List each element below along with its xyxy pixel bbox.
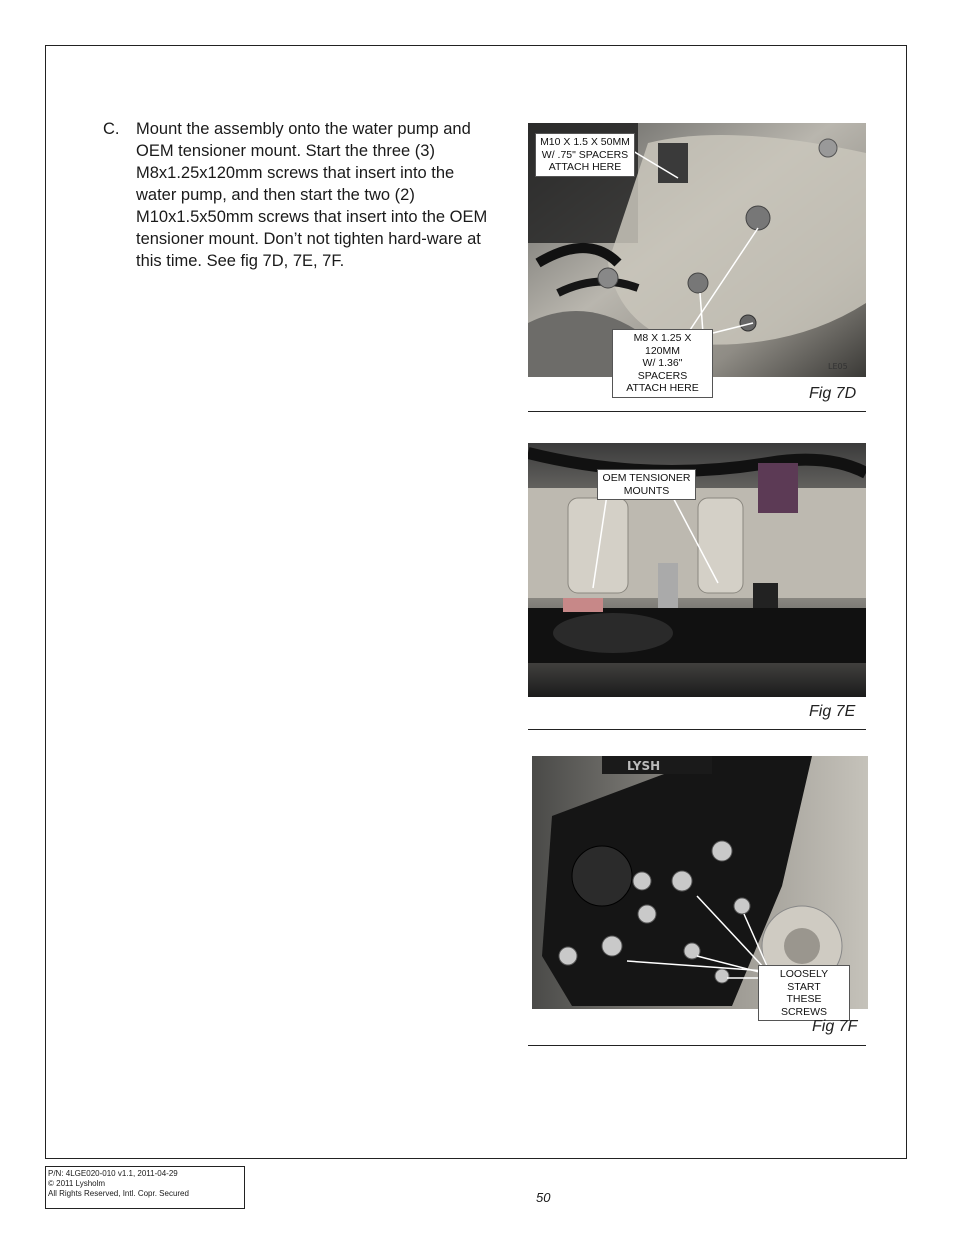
fig-7f-rule bbox=[528, 1045, 866, 1046]
part-number: P/N: 4LGE020-010 v1.1, 2011-04-29 bbox=[48, 1169, 178, 1178]
fig-7d-callout-m8: M8 X 1.25 X 120MM W/ 1.36" SPACERS ATTACH HERE bbox=[612, 329, 713, 398]
instruction-step bbox=[103, 118, 493, 272]
page-number: 50 bbox=[536, 1190, 551, 1205]
copyright: © 2011 Lysholm bbox=[48, 1179, 106, 1188]
fig-7f-brand-text: LYSH bbox=[627, 759, 661, 773]
fig-7d-callout-m10: M10 X 1.5 X 50MM W/ .75" SPACERS ATTACH HERE bbox=[535, 133, 635, 177]
step-letter: C. bbox=[103, 120, 120, 138]
step-text: Mount the assembly onto the water pump and OEM tensioner mount. Start the three (3) M8x1.25x120mm screws that insert into the water pump, and then start the two (2) M10x1.5x50mm screws that insert into the OEM tensioner mount. Don’t not tighten hard-ware at this time. See fig 7D, 7E, 7F. bbox=[136, 120, 488, 270]
fig-7e-rule bbox=[528, 729, 866, 730]
part-number-box bbox=[45, 1166, 245, 1209]
rights-notice: All Rights Reserved, Intl. Copr. Secured bbox=[48, 1189, 189, 1198]
fig-7e-callout-tensioner: OEM TENSIONER MOUNTS bbox=[597, 469, 696, 500]
fig-7e-caption: Fig 7E bbox=[809, 703, 856, 720]
fig-7d-stamp: LE05 bbox=[828, 362, 848, 371]
fig-7d-rule bbox=[528, 411, 866, 412]
fig-7e-photo bbox=[528, 443, 866, 697]
fig-7f-callout-screws: LOOSELY START THESE SCREWS bbox=[758, 965, 850, 1021]
fig-7f-caption: Fig 7F bbox=[812, 1018, 858, 1035]
fig-7d-caption: Fig 7D bbox=[809, 385, 857, 402]
